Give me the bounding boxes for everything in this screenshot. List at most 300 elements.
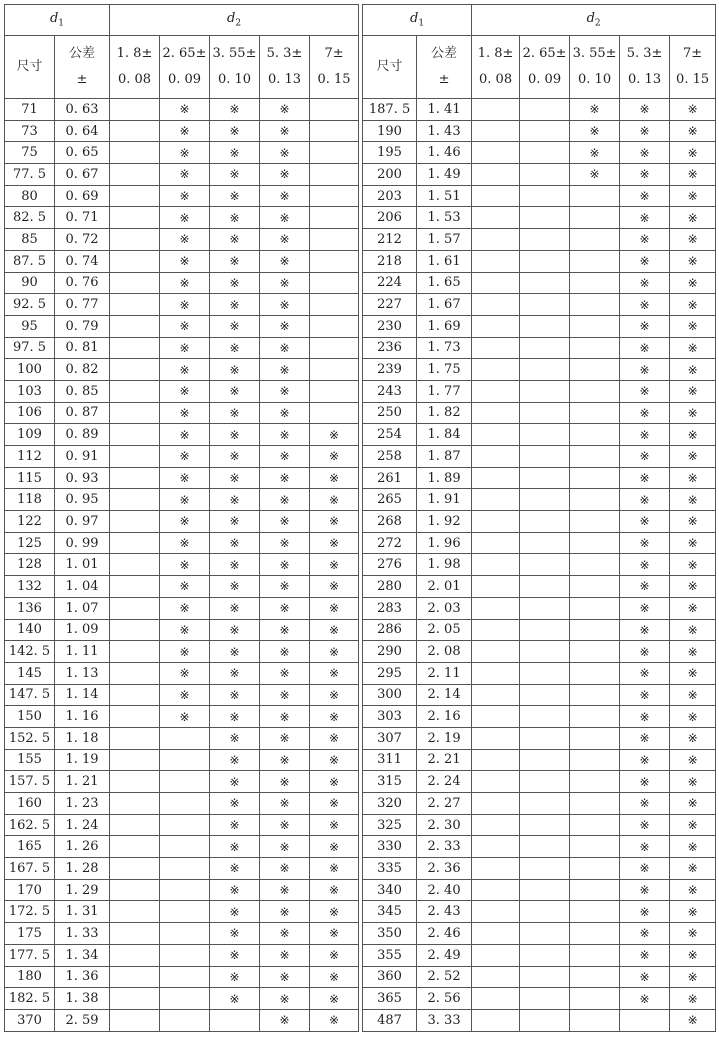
left-tolerance-cell: 0. 72 <box>55 229 110 251</box>
right-mark-cell <box>520 294 570 316</box>
left-mark-cell <box>110 944 160 966</box>
right-mark-cell <box>472 749 520 771</box>
left-mark-cell: ※ <box>260 858 310 880</box>
right-mark-cell <box>570 727 620 749</box>
left-mark-cell <box>160 749 210 771</box>
left-mark-cell: ※ <box>210 662 260 684</box>
left-mark-cell <box>110 99 160 121</box>
left-mark-cell: ※ <box>210 554 260 576</box>
left-mark-cell: ※ <box>310 923 359 945</box>
right-d1-header: $d_1$ <box>363 5 472 36</box>
left-mark-cell: ※ <box>210 923 260 945</box>
left-mark-cell: ※ <box>210 619 260 641</box>
left-mark-cell: ※ <box>160 272 210 294</box>
right-mark-cell <box>570 706 620 728</box>
left-mark-cell: ※ <box>210 532 260 554</box>
left-mark-cell: ※ <box>260 424 310 446</box>
left-tolerance-cell: 0. 63 <box>55 99 110 121</box>
right-tolerance-cell: 1. 82 <box>417 402 472 424</box>
left-mark-cell <box>110 467 160 489</box>
right-mark-cell: ※ <box>620 771 670 793</box>
col-nominal: 5. 3± <box>626 46 663 61</box>
right-tolerance-header <box>417 36 472 99</box>
left-mark-cell: ※ <box>260 359 310 381</box>
left-mark-cell: ※ <box>310 662 359 684</box>
left-mark-cell: ※ <box>260 294 310 316</box>
right-mark-cell <box>570 337 620 359</box>
right-tolerance-cell: 2. 14 <box>417 684 472 706</box>
left-mark-cell: ※ <box>160 489 210 511</box>
right-mark-cell <box>520 814 570 836</box>
table-row <box>5 380 716 402</box>
left-mark-cell <box>110 836 160 858</box>
table-row <box>5 662 716 684</box>
right-mark-cell: ※ <box>670 250 716 272</box>
left-mark-cell: ※ <box>310 858 359 880</box>
left-size-cell: 115 <box>5 467 55 489</box>
left-size-cell: 112 <box>5 446 55 468</box>
left-mark-cell <box>110 923 160 945</box>
left-mark-cell: ※ <box>310 467 359 489</box>
right-size-cell: 243 <box>363 380 417 402</box>
left-mark-cell <box>160 1009 210 1031</box>
right-mark-cell <box>570 858 620 880</box>
right-size-cell: 311 <box>363 749 417 771</box>
left-size-cell: 122 <box>5 511 55 533</box>
left-size-cell: 90 <box>5 272 55 294</box>
left-size-cell: 92. 5 <box>5 294 55 316</box>
left-mark-cell <box>310 294 359 316</box>
left-size-cell: 125 <box>5 532 55 554</box>
left-tolerance-cell: 1. 24 <box>55 814 110 836</box>
left-size-cell: 118 <box>5 489 55 511</box>
left-mark-cell: ※ <box>310 424 359 446</box>
right-mark-cell <box>520 424 570 446</box>
left-mark-cell: ※ <box>260 250 310 272</box>
right-tolerance-cell: 1. 92 <box>417 511 472 533</box>
left-mark-cell: ※ <box>260 576 310 598</box>
right-mark-cell: ※ <box>620 315 670 337</box>
left-mark-cell <box>110 424 160 446</box>
left-mark-cell: ※ <box>310 706 359 728</box>
right-tolerance-cell: 2. 33 <box>417 836 472 858</box>
right-mark-cell <box>472 944 520 966</box>
left-mark-cell: ※ <box>160 207 210 229</box>
right-mark-cell: ※ <box>620 814 670 836</box>
left-mark-cell <box>110 619 160 641</box>
right-mark-cell <box>472 446 520 468</box>
right-mark-cell: ※ <box>670 901 716 923</box>
left-tolerance-cell: 1. 18 <box>55 727 110 749</box>
right-mark-cell <box>520 250 570 272</box>
right-tolerance-cell: 1. 89 <box>417 467 472 489</box>
left-mark-cell: ※ <box>160 597 210 619</box>
right-size-cell: 203 <box>363 185 417 207</box>
left-mark-cell: ※ <box>260 966 310 988</box>
right-size-cell: 212 <box>363 229 417 251</box>
left-mark-cell <box>310 359 359 381</box>
right-tolerance-cell: 2. 49 <box>417 944 472 966</box>
left-d2-col-header-3 <box>260 36 310 99</box>
table-row <box>5 814 716 836</box>
left-mark-cell: ※ <box>210 706 260 728</box>
right-size-cell: 250 <box>363 402 417 424</box>
right-mark-cell: ※ <box>670 793 716 815</box>
left-tolerance-cell: 1. 33 <box>55 923 110 945</box>
tolerance-label: 公差 <box>68 46 95 61</box>
right-size-cell: 254 <box>363 424 417 446</box>
left-mark-cell: ※ <box>210 641 260 663</box>
right-mark-cell: ※ <box>620 359 670 381</box>
left-mark-cell: ※ <box>210 511 260 533</box>
right-mark-cell: ※ <box>620 684 670 706</box>
right-mark-cell <box>472 619 520 641</box>
right-d2-header: $d_2$ <box>472 5 716 36</box>
right-mark-cell <box>570 359 620 381</box>
col-nominal: 3. 55± <box>212 46 257 61</box>
left-size-cell: 182. 5 <box>5 988 55 1010</box>
right-mark-cell: ※ <box>620 706 670 728</box>
left-mark-cell <box>160 944 210 966</box>
left-tolerance-cell: 1. 07 <box>55 597 110 619</box>
left-mark-cell <box>310 229 359 251</box>
left-size-cell: 152. 5 <box>5 727 55 749</box>
left-tolerance-cell: 1. 01 <box>55 554 110 576</box>
right-mark-cell: ※ <box>620 597 670 619</box>
col-nominal: 2. 65± <box>162 46 207 61</box>
left-mark-cell <box>110 554 160 576</box>
col-nominal: 5. 3± <box>266 46 303 61</box>
left-mark-cell <box>110 315 160 337</box>
right-mark-cell <box>520 120 570 142</box>
left-mark-cell: ※ <box>210 207 260 229</box>
table-row <box>5 164 716 186</box>
right-mark-cell <box>520 706 570 728</box>
right-mark-cell <box>520 185 570 207</box>
right-mark-cell: ※ <box>670 554 716 576</box>
right-mark-cell <box>570 250 620 272</box>
right-mark-cell: ※ <box>670 619 716 641</box>
right-size-cell: 303 <box>363 706 417 728</box>
left-mark-cell: ※ <box>260 836 310 858</box>
left-mark-cell: ※ <box>210 359 260 381</box>
left-mark-cell: ※ <box>260 120 310 142</box>
left-mark-cell <box>110 597 160 619</box>
table-row <box>5 511 716 533</box>
right-mark-cell: ※ <box>670 706 716 728</box>
left-mark-cell: ※ <box>260 532 310 554</box>
right-size-cell: 195 <box>363 142 417 164</box>
right-tolerance-cell: 1. 73 <box>417 337 472 359</box>
left-mark-cell: ※ <box>210 272 260 294</box>
left-mark-cell: ※ <box>210 337 260 359</box>
left-mark-cell: ※ <box>310 532 359 554</box>
left-mark-cell <box>310 250 359 272</box>
tolerance-sign: ± <box>438 72 450 87</box>
right-tolerance-cell: 2. 16 <box>417 706 472 728</box>
left-size-cell: 155 <box>5 749 55 771</box>
left-mark-cell <box>110 294 160 316</box>
right-mark-cell: ※ <box>670 359 716 381</box>
right-mark-cell <box>472 771 520 793</box>
left-tolerance-cell: 0. 85 <box>55 380 110 402</box>
col-tolerance: 0. 13 <box>628 72 662 87</box>
left-d2-col-header-2 <box>210 36 260 99</box>
table-row <box>5 532 716 554</box>
right-mark-cell <box>620 1009 670 1031</box>
right-mark-cell <box>570 749 620 771</box>
left-mark-cell: ※ <box>210 402 260 424</box>
left-tolerance-cell: 0. 71 <box>55 207 110 229</box>
col-tolerance: 0. 15 <box>676 72 710 87</box>
left-tolerance-cell: 1. 11 <box>55 641 110 663</box>
right-tolerance-cell: 1. 77 <box>417 380 472 402</box>
right-mark-cell <box>472 142 520 164</box>
right-tolerance-cell: 1. 51 <box>417 185 472 207</box>
right-mark-cell <box>520 446 570 468</box>
right-mark-cell: ※ <box>570 142 620 164</box>
left-size-cell: 162. 5 <box>5 814 55 836</box>
left-mark-cell <box>310 207 359 229</box>
table-row <box>5 749 716 771</box>
left-mark-cell: ※ <box>210 576 260 598</box>
left-tolerance-cell: 0. 81 <box>55 337 110 359</box>
right-mark-cell: ※ <box>620 901 670 923</box>
right-size-cell: 345 <box>363 901 417 923</box>
right-mark-cell: ※ <box>670 684 716 706</box>
left-tolerance-cell: 0. 77 <box>55 294 110 316</box>
left-mark-cell: ※ <box>310 489 359 511</box>
left-tolerance-cell: 1. 21 <box>55 771 110 793</box>
left-mark-cell <box>310 337 359 359</box>
left-mark-cell: ※ <box>310 619 359 641</box>
left-mark-cell <box>110 879 160 901</box>
right-mark-cell <box>570 771 620 793</box>
left-tolerance-cell: 1. 04 <box>55 576 110 598</box>
left-mark-cell: ※ <box>260 706 310 728</box>
left-mark-cell: ※ <box>260 554 310 576</box>
left-tolerance-cell: 0. 99 <box>55 532 110 554</box>
tolerance-label: 公差 <box>431 46 458 61</box>
left-tolerance-cell: 1. 19 <box>55 749 110 771</box>
right-mark-cell: ※ <box>620 727 670 749</box>
right-mark-cell <box>520 359 570 381</box>
left-tolerance-cell: 0. 89 <box>55 424 110 446</box>
left-mark-cell: ※ <box>160 380 210 402</box>
left-mark-cell <box>110 576 160 598</box>
left-tolerance-cell: 1. 34 <box>55 944 110 966</box>
right-mark-cell <box>570 793 620 815</box>
right-mark-cell <box>520 207 570 229</box>
left-mark-cell: ※ <box>310 771 359 793</box>
left-mark-cell: ※ <box>160 641 210 663</box>
right-mark-cell: ※ <box>620 250 670 272</box>
right-mark-cell <box>520 402 570 424</box>
left-mark-cell: ※ <box>210 727 260 749</box>
left-size-cell: 140 <box>5 619 55 641</box>
left-tolerance-cell: 1. 26 <box>55 836 110 858</box>
left-mark-cell <box>110 207 160 229</box>
right-mark-cell <box>472 923 520 945</box>
right-mark-cell <box>472 164 520 186</box>
right-mark-cell: ※ <box>670 315 716 337</box>
right-size-cell: 258 <box>363 446 417 468</box>
left-mark-cell: ※ <box>260 793 310 815</box>
left-mark-cell <box>160 836 210 858</box>
o-ring-size-table-container <box>4 4 715 1036</box>
right-mark-cell <box>570 511 620 533</box>
left-mark-cell: ※ <box>260 272 310 294</box>
left-tolerance-cell: 1. 28 <box>55 858 110 880</box>
right-mark-cell <box>472 727 520 749</box>
right-mark-cell: ※ <box>570 120 620 142</box>
right-mark-cell <box>570 576 620 598</box>
right-mark-cell <box>520 164 570 186</box>
left-mark-cell: ※ <box>310 554 359 576</box>
right-mark-cell <box>570 597 620 619</box>
left-mark-cell: ※ <box>310 511 359 533</box>
right-mark-cell <box>520 467 570 489</box>
right-tolerance-cell: 2. 40 <box>417 879 472 901</box>
right-mark-cell: ※ <box>670 532 716 554</box>
table-row <box>5 294 716 316</box>
right-size-cell: 330 <box>363 836 417 858</box>
table-row <box>5 727 716 749</box>
right-size-cell: 236 <box>363 337 417 359</box>
left-mark-cell <box>110 380 160 402</box>
right-mark-cell <box>520 511 570 533</box>
right-mark-cell <box>472 684 520 706</box>
col-tolerance: 0. 08 <box>479 72 513 87</box>
left-mark-cell: ※ <box>210 315 260 337</box>
left-mark-cell: ※ <box>260 142 310 164</box>
left-mark-cell: ※ <box>260 511 310 533</box>
right-mark-cell: ※ <box>670 467 716 489</box>
right-mark-cell: ※ <box>620 272 670 294</box>
header-row-1 <box>5 5 716 36</box>
left-mark-cell: ※ <box>310 944 359 966</box>
left-size-cell: 106 <box>5 402 55 424</box>
right-mark-cell: ※ <box>620 749 670 771</box>
table-row <box>5 142 716 164</box>
right-mark-cell <box>472 793 520 815</box>
table-row <box>5 684 716 706</box>
right-mark-cell: ※ <box>620 337 670 359</box>
left-mark-cell: ※ <box>310 901 359 923</box>
right-size-cell: 206 <box>363 207 417 229</box>
left-mark-cell <box>110 749 160 771</box>
left-d2-col-header-4 <box>310 36 359 99</box>
right-mark-cell <box>520 944 570 966</box>
col-tolerance: 0. 09 <box>167 72 202 87</box>
left-mark-cell <box>110 489 160 511</box>
left-mark-cell <box>310 272 359 294</box>
right-mark-cell: ※ <box>670 446 716 468</box>
col-nominal: 7± <box>683 46 703 61</box>
left-tolerance-cell: 1. 31 <box>55 901 110 923</box>
right-size-cell: 325 <box>363 814 417 836</box>
right-mark-cell <box>520 576 570 598</box>
right-mark-cell: ※ <box>620 294 670 316</box>
right-size-cell: 335 <box>363 858 417 880</box>
right-mark-cell <box>570 641 620 663</box>
table-row <box>5 424 716 446</box>
table-row <box>5 771 716 793</box>
left-d2-col-header-0 <box>110 36 160 99</box>
tolerance-sign: ± <box>76 72 88 87</box>
right-mark-cell: ※ <box>570 164 620 186</box>
left-mark-cell <box>110 901 160 923</box>
right-mark-cell: ※ <box>670 489 716 511</box>
table-row <box>5 467 716 489</box>
left-mark-cell <box>160 879 210 901</box>
col-nominal: 1. 8± <box>477 46 514 61</box>
right-mark-cell <box>570 315 620 337</box>
table-row <box>5 315 716 337</box>
right-mark-cell <box>570 814 620 836</box>
left-mark-cell <box>160 923 210 945</box>
table-row <box>5 988 716 1010</box>
left-mark-cell: ※ <box>160 576 210 598</box>
right-tolerance-cell: 1. 96 <box>417 532 472 554</box>
left-mark-cell: ※ <box>310 446 359 468</box>
right-mark-cell <box>520 380 570 402</box>
left-mark-cell <box>110 250 160 272</box>
left-mark-cell: ※ <box>210 229 260 251</box>
right-mark-cell: ※ <box>620 966 670 988</box>
right-mark-cell <box>472 229 520 251</box>
right-mark-cell: ※ <box>620 229 670 251</box>
left-mark-cell: ※ <box>160 662 210 684</box>
left-tolerance-cell: 1. 36 <box>55 966 110 988</box>
right-mark-cell: ※ <box>670 966 716 988</box>
col-nominal: 2. 65± <box>522 46 567 61</box>
left-mark-cell <box>310 142 359 164</box>
col-nominal: 1. 8± <box>116 46 153 61</box>
left-size-cell: 80 <box>5 185 55 207</box>
right-mark-cell <box>520 554 570 576</box>
left-tolerance-cell: 0. 93 <box>55 467 110 489</box>
right-mark-cell: ※ <box>670 185 716 207</box>
left-mark-cell <box>310 185 359 207</box>
left-size-cell: 145 <box>5 662 55 684</box>
left-mark-cell: ※ <box>260 315 310 337</box>
left-mark-cell <box>110 793 160 815</box>
right-mark-cell: ※ <box>620 207 670 229</box>
left-mark-cell: ※ <box>210 489 260 511</box>
right-mark-cell <box>472 511 520 533</box>
left-mark-cell <box>310 120 359 142</box>
right-mark-cell <box>570 424 620 446</box>
right-mark-cell <box>520 142 570 164</box>
right-mark-cell <box>472 489 520 511</box>
left-mark-cell: ※ <box>310 597 359 619</box>
left-size-cell: 103 <box>5 380 55 402</box>
left-mark-cell: ※ <box>160 359 210 381</box>
left-size-cell: 177. 5 <box>5 944 55 966</box>
left-tolerance-cell: 2. 59 <box>55 1009 110 1031</box>
left-mark-cell <box>210 1009 260 1031</box>
left-tolerance-cell: 0. 91 <box>55 446 110 468</box>
table-row <box>5 489 716 511</box>
right-tolerance-cell: 1. 65 <box>417 272 472 294</box>
left-size-cell: 150 <box>5 706 55 728</box>
right-tolerance-cell: 2. 43 <box>417 901 472 923</box>
left-tolerance-cell: 0. 87 <box>55 402 110 424</box>
right-size-cell: 290 <box>363 641 417 663</box>
table-row <box>5 207 716 229</box>
left-mark-cell <box>160 966 210 988</box>
